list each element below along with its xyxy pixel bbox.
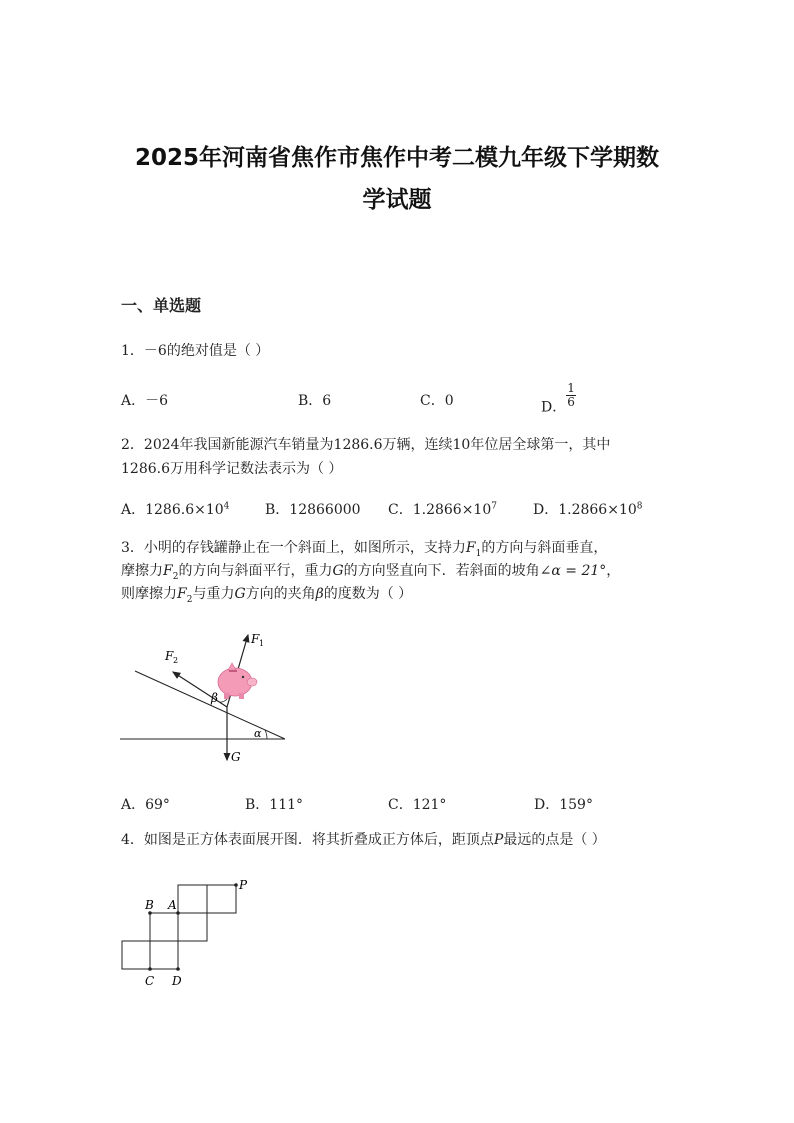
- question-1-option-d: [541, 382, 576, 417]
- question-3-option-b: B．111°: [245, 797, 304, 813]
- incline-line: [135, 671, 285, 739]
- question-3-option-c: C．121°: [388, 797, 447, 813]
- question-1-option-a: A．－6: [121, 393, 169, 409]
- question-3-option-a: A．69°: [121, 797, 170, 813]
- vertex-p: [234, 883, 238, 887]
- label-f1: F: [251, 632, 260, 646]
- subscript: 2: [186, 594, 193, 605]
- net-square: [178, 885, 207, 913]
- option-d-exponent: 8: [636, 501, 643, 512]
- option-c-exponent: 7: [491, 501, 497, 512]
- label-f2-subscript: 2: [173, 656, 179, 665]
- question-1-option-b: B．6: [298, 393, 332, 409]
- angle-expression: ∠α = 21°: [539, 563, 607, 579]
- net-square: [207, 885, 236, 913]
- question-1-stem: 1．－6的绝对值是（ ）: [121, 343, 270, 359]
- symbol-g: G: [234, 586, 246, 602]
- question-4-stem: [121, 829, 681, 851]
- question-3-incline-figure: [115, 625, 295, 770]
- symbol-f: F: [163, 563, 173, 579]
- exam-title-line-2: 学试题: [362, 187, 432, 213]
- text: 3．小明的存钱罐静止在一个斜面上，如图所示，支持力: [121, 540, 466, 556]
- net-square: [150, 941, 178, 969]
- piggy-bank-icon: [218, 663, 257, 699]
- subscript: 2: [172, 571, 179, 582]
- label-beta: β: [211, 691, 218, 705]
- question-3-option-d: D．159°: [534, 797, 593, 813]
- vertex-c: [148, 967, 152, 971]
- text: 的方向竖直向下．若斜面的坡角: [343, 563, 540, 579]
- symbol-g: G: [332, 563, 344, 579]
- label-f2: F: [165, 649, 174, 663]
- question-1-option-d-label: D．: [541, 399, 567, 416]
- label-g: G: [231, 750, 241, 764]
- vertex-d: [176, 967, 180, 971]
- question-3-stem-line-3: [121, 583, 681, 611]
- option-a-base: A．1286.6×10: [121, 502, 224, 518]
- text: ，: [606, 563, 621, 579]
- question-2-option-a: [121, 499, 229, 519]
- question-2-stem-line-2: 1286.6万用科学记数法表示为（ ）: [121, 461, 343, 477]
- net-square: [122, 941, 150, 969]
- option-c-base: C．1.2866×10: [388, 502, 492, 518]
- net-square: [150, 913, 178, 941]
- fraction-numerator: 1: [567, 381, 575, 395]
- alpha-arc: [265, 730, 267, 739]
- text: 最远的点是（ ）: [503, 832, 606, 848]
- question-2-stem-line-1: 2．2024年我国新能源汽车销量为1286.6万辆，连续10年位居全球第一，其中: [121, 437, 611, 453]
- section-heading: 一、单选题: [121, 296, 202, 315]
- symbol-p: P: [493, 832, 504, 848]
- question-2-option-c: [388, 499, 497, 519]
- text: 则摩擦力: [121, 586, 177, 602]
- label-b: B: [145, 898, 154, 912]
- question-2-option-d: [533, 499, 643, 519]
- question-2-option-b: B．12866000: [265, 502, 361, 518]
- option-a-exponent: 4: [223, 501, 230, 512]
- text: 方向的夹角: [245, 586, 316, 602]
- text: 的方向与斜面垂直，: [481, 540, 608, 556]
- label-a: A: [168, 898, 177, 912]
- subscript: 1: [475, 548, 482, 559]
- fraction-denominator: 6: [567, 395, 575, 409]
- text: 与重力: [192, 586, 235, 602]
- symbol-beta: β: [315, 586, 324, 602]
- exam-title-line-1: 2025年河南省焦作市焦作中考二模九年级下学期数: [134, 145, 659, 171]
- text: 的度数为（ ）: [323, 586, 413, 602]
- text: 4．如图是正方体表面展开图．将其折叠成正方体后，距顶点: [121, 832, 494, 848]
- text: 的方向与斜面平行，重力: [178, 563, 333, 579]
- question-1-option-c: C．0: [420, 393, 454, 409]
- label-f1-subscript: 1: [259, 639, 265, 648]
- text: 摩擦力: [121, 563, 163, 579]
- label-c: C: [145, 974, 155, 988]
- net-square: [178, 913, 207, 941]
- vertex-a: [176, 911, 180, 915]
- beta-arc: [219, 699, 227, 702]
- question-4-cube-net-figure: [112, 872, 262, 992]
- label-p: P: [239, 878, 248, 892]
- option-d-base: D．1.2866×10: [533, 502, 637, 518]
- question-1-option-d-fraction: [566, 382, 576, 409]
- label-d: D: [172, 974, 182, 988]
- label-alpha: α: [254, 727, 262, 740]
- symbol-f: F: [465, 540, 476, 556]
- symbol-f: F: [177, 586, 187, 602]
